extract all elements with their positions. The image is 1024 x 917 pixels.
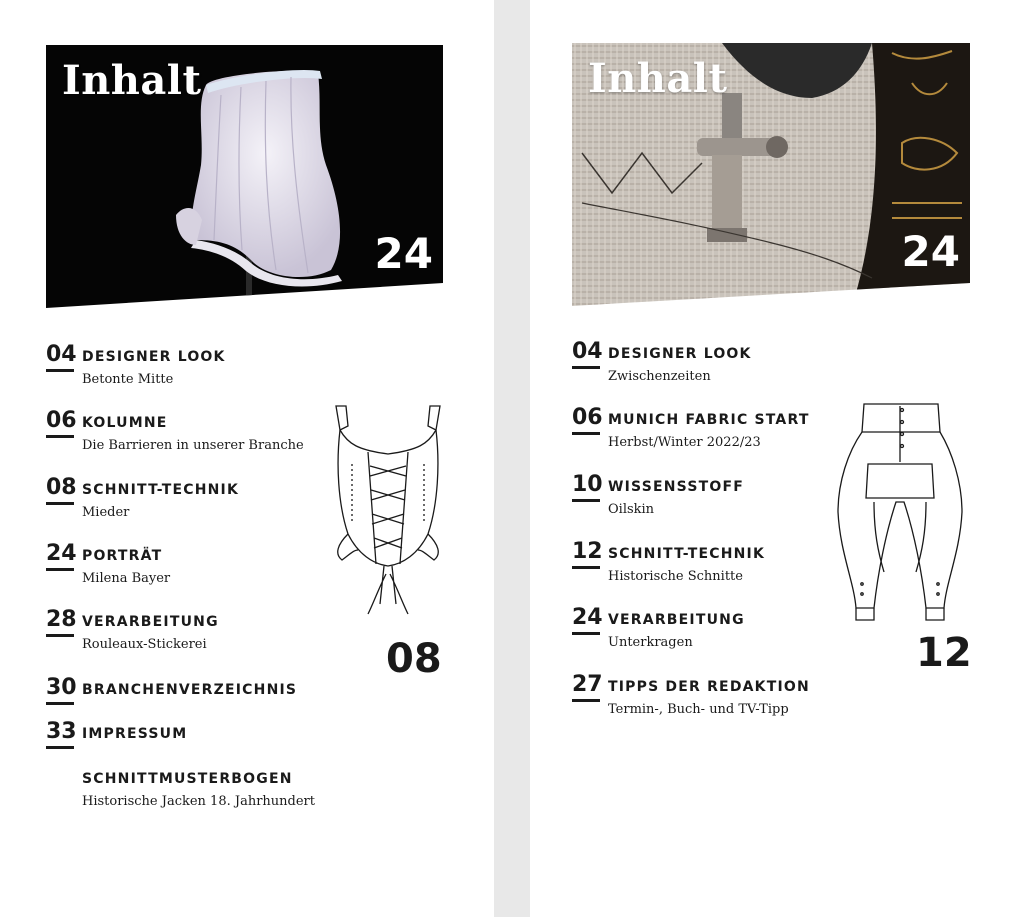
toc-subtitle: Herbst/Winter 2022/23: [608, 435, 761, 450]
toc-number-underline: [46, 746, 74, 749]
toc-title: SCHNITT-TECHNIK: [82, 482, 239, 498]
toc-subtitle: Mieder: [82, 505, 130, 520]
toc-subtitle: Oilskin: [608, 502, 655, 517]
breeches-drawing: [834, 402, 966, 624]
toc-page-number: 33: [46, 719, 77, 744]
right-hero-title: Inhalt: [588, 55, 728, 102]
toc-number-underline: [46, 369, 74, 372]
bodice-sketch-icon: [328, 404, 448, 634]
toc-number-underline: [572, 499, 600, 502]
toc-title: WISSENSSTOFF: [608, 479, 744, 495]
toc-page-number: 10: [572, 472, 603, 497]
toc-subtitle: Betonte Mitte: [82, 372, 174, 387]
right-page: [530, 0, 1024, 917]
toc-title: IMPRESSUM: [82, 726, 188, 742]
toc-page-number: 06: [572, 405, 603, 430]
toc-title: PORTRÄT: [82, 548, 163, 564]
toc-title: DESIGNER LOOK: [82, 349, 226, 365]
right-hero-image: [572, 43, 970, 306]
left-toc: [46, 343, 346, 823]
toc-page-number: 24: [572, 605, 603, 630]
left-page: [0, 0, 494, 917]
toc-page-number: 04: [46, 342, 77, 367]
toc-number-underline: [46, 502, 74, 505]
toc-page-number: 28: [46, 607, 77, 632]
bodice-drawing: [328, 404, 448, 634]
toc-number-underline: [46, 568, 74, 571]
toc-subtitle: Unterkragen: [608, 635, 693, 650]
toc-subtitle: Rouleaux-Stickerei: [82, 637, 207, 652]
toc-subtitle: Die Barrieren in unserer Branche: [82, 438, 304, 453]
right-hero-number: 24: [901, 227, 960, 276]
right-drawing-number: 12: [916, 630, 972, 676]
toc-title: VERARBEITUNG: [608, 612, 745, 628]
toc-title: TIPPS DER REDAKTION: [608, 679, 810, 695]
toc-number-underline: [572, 566, 600, 569]
breeches-sketch-icon: [834, 402, 966, 624]
toc-title: SCHNITTMUSTERBOGEN: [82, 771, 293, 787]
toc-title: DESIGNER LOOK: [608, 346, 752, 362]
toc-title: MUNICH FABRIC START: [608, 412, 810, 428]
toc-title: BRANCHENVERZEICHNIS: [82, 682, 298, 698]
toc-number-underline: [572, 432, 600, 435]
toc-number-underline: [572, 699, 600, 702]
toc-page-number: 12: [572, 539, 603, 564]
toc-page-number: 27: [572, 672, 603, 697]
toc-page-number: 04: [572, 339, 603, 364]
toc-title: SCHNITT-TECHNIK: [608, 546, 765, 562]
page-gutter: [494, 0, 530, 917]
right-toc: [572, 340, 872, 740]
toc-subtitle: Milena Bayer: [82, 571, 171, 586]
toc-page-number: 08: [46, 475, 77, 500]
toc-number-underline: [46, 702, 74, 705]
left-drawing-number: 08: [386, 636, 442, 682]
toc-number-underline: [572, 366, 600, 369]
toc-number-underline: [572, 632, 600, 635]
left-hero-image: [46, 45, 443, 308]
toc-page-number: 30: [46, 675, 77, 700]
toc-subtitle: Zwischenzeiten: [608, 369, 711, 384]
toc-title: KOLUMNE: [82, 415, 168, 431]
toc-number-underline: [46, 634, 74, 637]
toc-subtitle: Historische Schnitte: [608, 569, 743, 584]
left-hero-number: 24: [374, 229, 433, 278]
toc-page-number: 06: [46, 408, 77, 433]
toc-title: VERARBEITUNG: [82, 614, 219, 630]
toc-number-underline: [46, 435, 74, 438]
toc-subtitle: Historische Jacken 18. Jahrhundert: [82, 794, 315, 809]
left-hero-title: Inhalt: [62, 57, 202, 104]
toc-page-number: 24: [46, 541, 77, 566]
toc-subtitle: Termin-, Buch- und TV-Tipp: [608, 702, 789, 717]
